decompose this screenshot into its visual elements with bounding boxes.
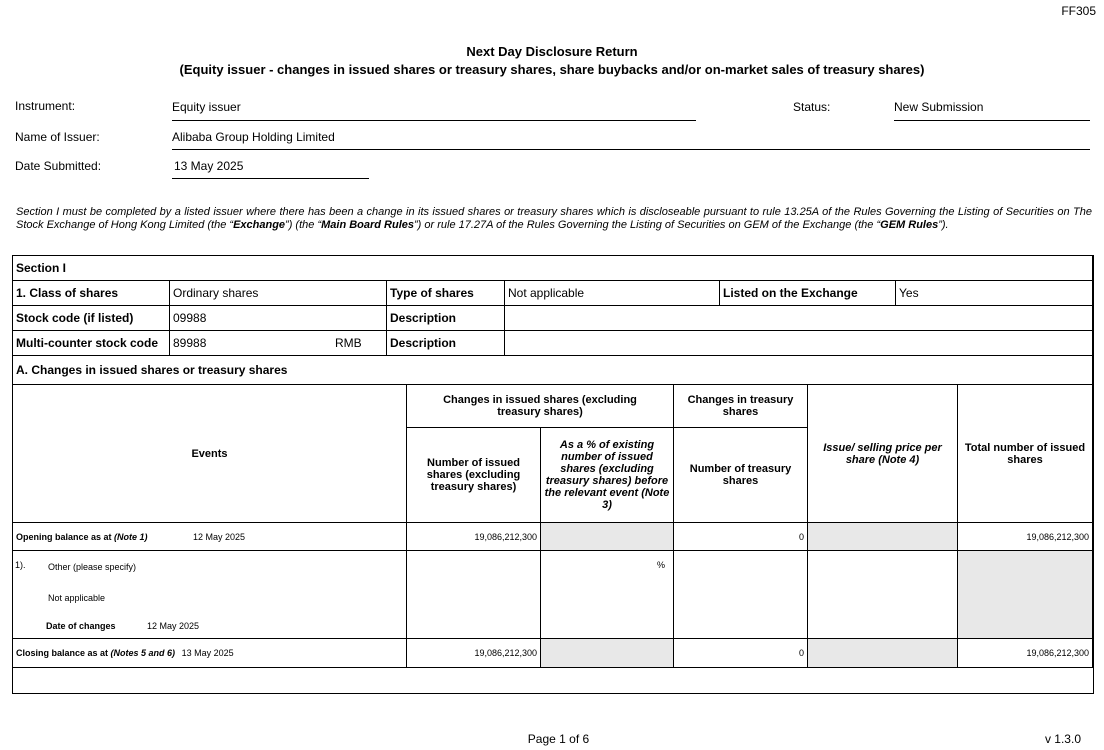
intro-bold-3: GEM Rules — [880, 219, 939, 231]
form-code: FF305 — [1061, 4, 1096, 18]
date-value: 13 May 2025 — [174, 159, 244, 173]
page-title: Next Day Disclosure Return — [466, 44, 638, 59]
date-of-changes-label: Date of changes — [46, 621, 116, 631]
date-of-changes-value: 12 May 2025 — [147, 621, 200, 631]
closing-price-shaded — [807, 638, 958, 668]
intro-paragraph — [16, 206, 1092, 232]
opening-label: Opening balance as at — [16, 532, 112, 542]
intro-text-1: Section I must be completed by a listed issuer where there has been a change in its issued shares or treasury shares which is discloseable pursuant to rule 13.25A of the Rules Governing the Listing of Securities on The Stock Exchange of Hong Kong Limited (the “ — [16, 206, 1092, 231]
section-title: Section I — [12, 255, 1093, 281]
type-value: Not applicable — [504, 280, 720, 306]
event-percent: % — [540, 550, 674, 639]
total-column-header: Total number of issued shares — [957, 384, 1093, 523]
closing-balance-cell — [12, 638, 407, 668]
closing-date: 13 May 2025 — [181, 648, 234, 658]
instrument-value: Equity issuer — [172, 100, 241, 114]
closing-note: (Notes 5 and 6) — [110, 648, 176, 658]
multi-counter-currency: RMB — [335, 336, 362, 350]
event-type: Other (please specify) — [48, 562, 137, 572]
class-label: 1. Class of shares — [12, 280, 170, 306]
price-column-header: Issue/ selling price per share (Note 4) — [807, 384, 958, 523]
date-label: Date Submitted: — [15, 159, 102, 173]
description-label-2: Description — [386, 330, 505, 356]
type-label: Type of shares — [386, 280, 505, 306]
closing-percent-shaded — [540, 638, 674, 668]
issuer-field — [172, 130, 1090, 150]
version-label: v 1.3.0 — [1044, 732, 1081, 746]
part-a-title: A. Changes in issued shares or treasury shares — [12, 355, 1093, 385]
status-field — [894, 100, 1090, 121]
opening-balance-cell — [12, 522, 407, 551]
closing-issued: 19,086,212,300 — [406, 638, 541, 668]
issued-shares-group-header: Changes in issued shares (excluding treasury shares) — [406, 384, 674, 428]
instrument-field — [172, 100, 696, 121]
date-field — [172, 159, 369, 179]
opening-total: 19,086,212,300 — [957, 522, 1093, 551]
page-number: Page 1 of 6 — [527, 732, 590, 746]
description-value — [504, 305, 1093, 331]
percent-column-header: As a % of existing number of issued shares (excluding treasury shares) before the relevant event (Note 3) — [540, 427, 674, 523]
event-price — [807, 550, 958, 639]
opening-percent-shaded — [540, 522, 674, 551]
listed-value: Yes — [895, 280, 1093, 306]
multi-counter-value: 89988 — [173, 336, 207, 350]
stock-code-label: Stock code (if listed) — [12, 305, 170, 331]
listed-label: Listed on the Exchange — [719, 280, 896, 306]
page-subtitle: (Equity issuer - changes in issued shares or treasury shares, share buybacks and/or on-market sales of treasury shares) — [179, 62, 925, 77]
multi-counter-cell — [169, 330, 387, 356]
description-label: Description — [386, 305, 505, 331]
issuer-label: Name of Issuer: — [15, 130, 100, 144]
event-treasury — [673, 550, 808, 639]
class-value: Ordinary shares — [169, 280, 387, 306]
stock-code-value: 09988 — [169, 305, 387, 331]
event-total-shaded — [957, 550, 1093, 639]
opening-treasury: 0 — [673, 522, 808, 551]
event-cell — [12, 550, 407, 639]
treasury-number-column-header: Number of treasury shares — [673, 427, 808, 523]
description-value-2 — [504, 330, 1093, 356]
opening-price-shaded — [807, 522, 958, 551]
intro-text-2: ”) (the “ — [285, 219, 322, 231]
instrument-label: Instrument: — [15, 99, 76, 113]
closing-label: Closing balance as at — [16, 648, 109, 658]
closing-treasury: 0 — [673, 638, 808, 668]
treasury-shares-group-header: Changes in treasury shares — [673, 384, 808, 428]
opening-date: 12 May 2025 — [193, 532, 246, 542]
intro-text-4: ”). — [938, 219, 949, 231]
event-issued — [406, 550, 541, 639]
opening-note: (Note 1) — [114, 532, 148, 542]
intro-bold-2: Main Board Rules — [321, 219, 415, 231]
opening-issued: 19,086,212,300 — [406, 522, 541, 551]
issuer-value: Alibaba Group Holding Limited — [172, 130, 335, 144]
multi-counter-label: Multi-counter stock code — [12, 330, 170, 356]
status-value: New Submission — [894, 100, 984, 114]
issued-number-column-header: Number of issued shares (excluding treasury shares) — [406, 427, 541, 523]
intro-text-3: ”) or rule 17.27A of the Rules Governing the Listing of Securities on GEM of the Exchange (the “ — [414, 219, 881, 231]
event-detail: Not applicable — [48, 593, 106, 603]
event-index: 1). — [15, 560, 26, 570]
intro-bold-1: Exchange — [233, 219, 286, 231]
status-label: Status: — [793, 100, 831, 114]
closing-total: 19,086,212,300 — [957, 638, 1093, 668]
events-header: Events — [12, 384, 407, 523]
